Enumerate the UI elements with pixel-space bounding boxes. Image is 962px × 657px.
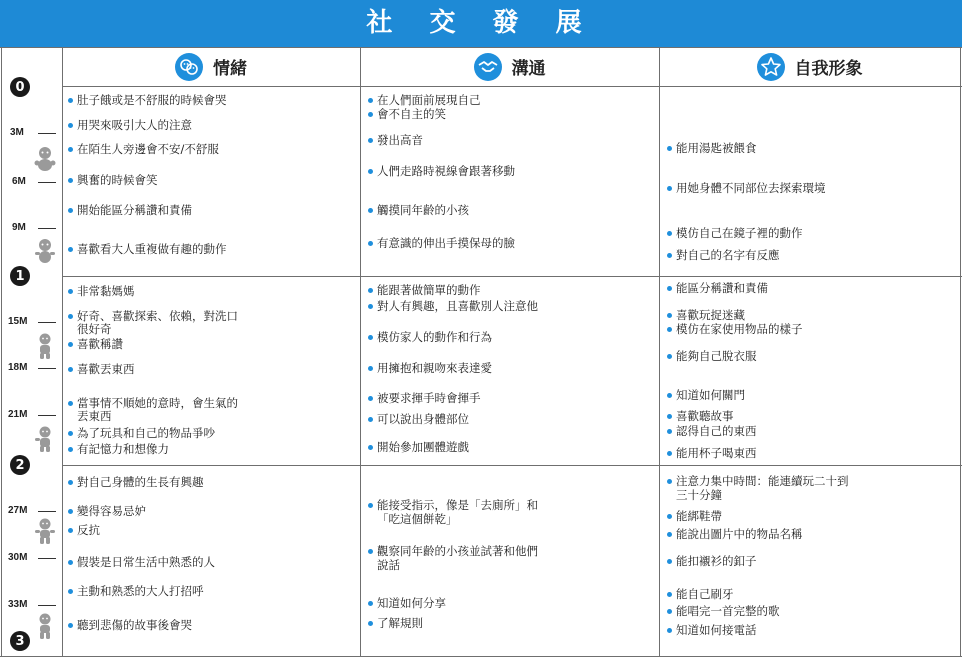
emotion-item: 喜歡看大人重複做有趣的動作 [68,243,227,256]
column-header-label: 溝通 [511,59,546,79]
month-label: 9M [12,222,26,233]
row-divider [62,86,962,87]
emotion-item: 假裝是日常生活中熟悉的人 [68,556,215,569]
self-image-item: 能區分稱讚和責備 [667,282,768,295]
age-badge-year-0: 0 [10,77,30,97]
month-label: 30M [8,552,28,563]
month-tick [38,558,56,559]
self-image-item: 能用湯匙被餵食 [667,142,757,155]
emotion-item: 變得容易忌妒 [68,505,146,518]
month-tick [38,133,56,134]
communication-item: 知道如何分享 [368,597,446,610]
communication-item-continued: 「吃這個餅乾」 [377,512,458,526]
age-badge-year-2: 2 [10,455,30,475]
row-divider [62,276,962,277]
emotion-item-continued: 丟東西 [77,409,112,423]
month-tick [38,511,56,512]
emotion-item-continued: 很好奇 [77,322,112,336]
emotion-item: 喜歡丟東西 [68,363,135,376]
communication-item: 能接受指示，像是「去廁所」和 [368,499,538,512]
self-image-item: 用她身體不同部位去探索環境 [667,182,826,195]
communication-item: 開始參加團體遊戲 [368,441,469,454]
column-header-self-image [659,47,960,86]
baby-icon [32,237,58,265]
column-divider [62,47,63,657]
column-header-communication [360,47,659,86]
communication-item: 被要求揮手時會揮手 [368,392,481,405]
self-image-item-continued: 三十分鐘 [676,488,722,502]
emotion-item: 用哭來吸引大人的注意 [68,119,192,132]
communication-item: 觀察同年齡的小孩並試著和他們 [368,545,538,558]
month-tick [38,415,56,416]
communication-item: 對人有興趣，且喜歡別人注意他 [368,300,538,313]
column-divider [659,47,660,657]
emotion-item: 為了玩具和自己的物品爭吵 [68,427,215,440]
baby-icon [32,332,58,360]
self-image-item: 注意力集中時間：能連續玩二十到 [667,475,849,488]
development-table [0,47,962,657]
baby-icon [32,517,58,545]
self-image-item: 模仿自己在鏡子裡的動作 [667,227,803,240]
self-image-item: 能夠自己脫衣服 [667,350,757,363]
handshake-icon [474,53,502,81]
emotion-item: 有記憶力和想像力 [68,443,169,456]
communication-item: 有意識的伸出手摸保母的臉 [368,237,515,250]
self-image-item: 知道如何關門 [667,389,745,402]
column-header-label: 自我形象 [794,59,863,79]
communication-item-continued: 說話 [377,558,400,572]
column-header-label: 情緒 [213,59,247,79]
emotion-item: 聽到悲傷的故事後會哭 [68,619,192,632]
emotion-item: 反抗 [68,524,100,537]
self-image-item: 認得自己的東西 [667,425,757,438]
month-tick [38,605,56,606]
column-divider [360,47,361,657]
communication-item: 觸摸同年齡的小孩 [368,204,469,217]
self-image-item: 能唱完一首完整的歌 [667,605,780,618]
communication-item: 可以說出身體部位 [368,413,469,426]
emotion-item: 肚子餓或是不舒服的時候會哭 [68,94,227,107]
communication-item: 發出高音 [368,134,423,147]
month-label: 15M [8,316,28,327]
self-image-item: 知道如何接電話 [667,624,757,637]
month-tick [38,322,56,323]
communication-item: 了解規則 [368,617,423,630]
self-image-item: 能自己刷牙 [667,588,734,601]
column-divider [960,47,961,657]
month-tick [38,182,56,183]
communication-item: 在人們面前展現自己 [368,94,481,107]
baby-icon [32,612,58,640]
self-image-item: 能綁鞋帶 [667,510,722,523]
month-label: 33M [8,599,28,610]
communication-item: 用擁抱和親吻來表達愛 [368,362,492,375]
month-label: 18M [8,362,28,373]
communication-item: 會不自主的笑 [368,108,446,121]
emotion-item: 好奇、喜歡探索、依賴，對洗口 [68,310,238,323]
emotion-item: 當事情不順她的意時，會生氣的 [68,397,238,410]
month-label: 3M [10,127,24,138]
emotion-item: 開始能區分稱讚和責備 [68,204,192,217]
communication-item: 能跟著做簡單的動作 [368,284,481,297]
month-label: 21M [8,409,28,420]
column-divider [1,47,2,657]
row-divider [62,465,962,466]
emotion-item: 喜歡稱讚 [68,338,123,351]
self-image-item: 喜歡玩捉迷藏 [667,309,745,322]
emotion-item: 對自己身體的生長有興趣 [68,476,204,489]
emotion-item: 主動和熟悉的大人打招呼 [68,585,204,598]
month-label: 6M [12,176,26,187]
self-image-item: 對自己的名字有反應 [667,249,780,262]
baby-icon [32,145,58,173]
self-image-item: 喜歡聽故事 [667,410,734,423]
month-label: 27M [8,505,28,516]
emotion-item: 興奮的時候會笑 [68,174,158,187]
column-header-emotion [62,47,360,86]
emotion-item: 在陌生人旁邊會不安/不舒服 [68,143,219,156]
self-image-item: 能扣襯衫的釦子 [667,555,757,568]
self-image-item: 能用杯子喝東西 [667,447,757,460]
self-image-item: 模仿在家使用物品的樣子 [667,323,803,336]
self-image-item: 能說出圖片中的物品名稱 [667,528,803,541]
month-tick [38,368,56,369]
star-person-icon [757,53,785,81]
baby-icon [32,425,58,453]
communication-item: 人們走路時視線會跟著移動 [368,165,515,178]
month-tick [38,228,56,229]
page-title: 社 交 發 展 [0,0,962,47]
emotion-item: 非常黏媽媽 [68,285,135,298]
age-badge-year-1: 1 [10,266,30,286]
communication-item: 模仿家人的動作和行為 [368,331,492,344]
age-badge-year-3: 3 [10,631,30,651]
faces-icon [175,53,203,81]
